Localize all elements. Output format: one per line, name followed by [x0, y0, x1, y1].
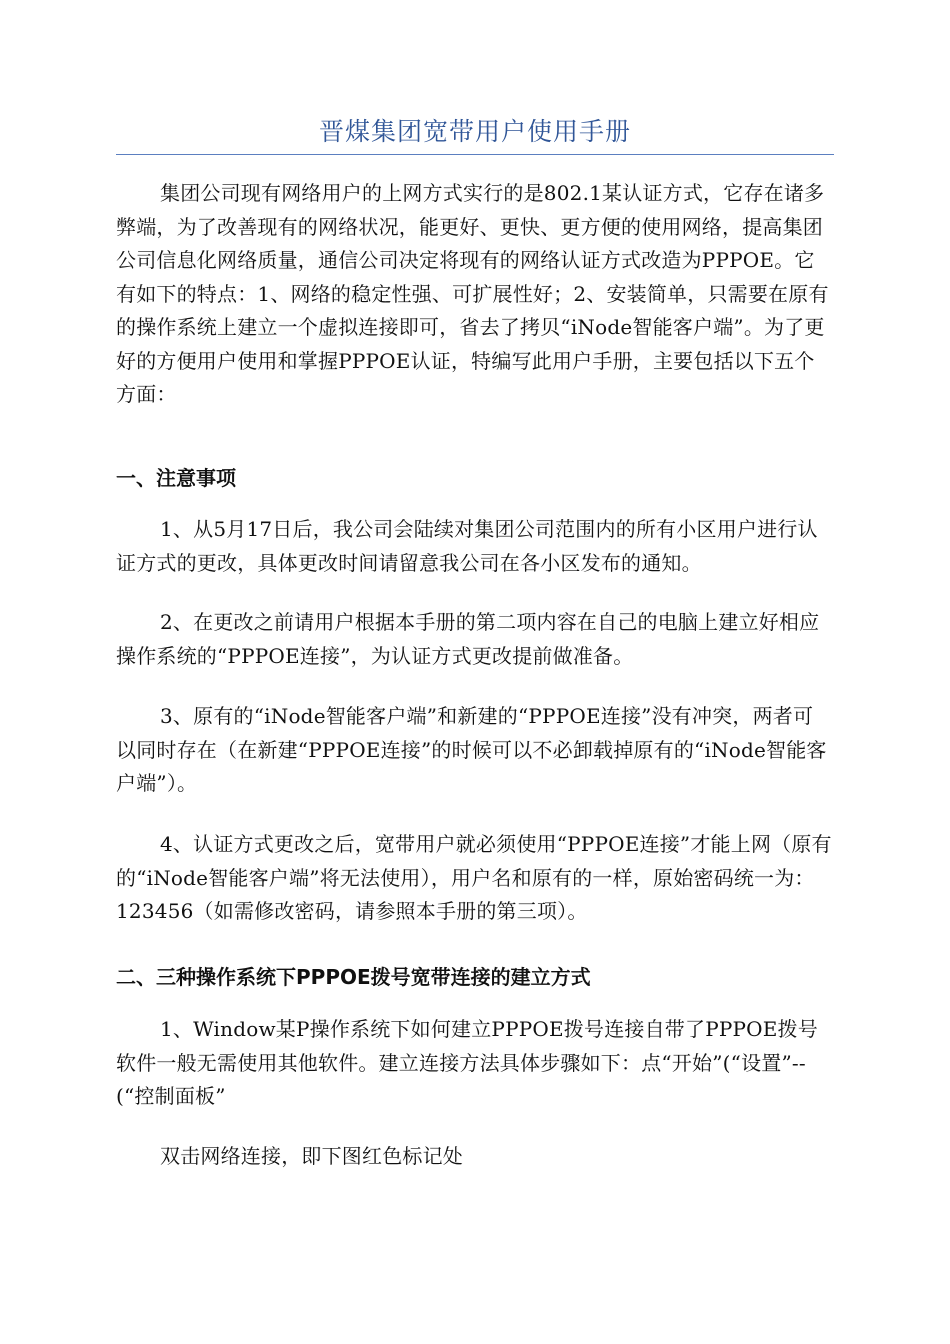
section-2-item-2: 双击网络连接，即下图红色标记处 [160, 1144, 463, 1168]
title-underline [116, 154, 834, 155]
section-1-item-3: 3、原有的“iNode智能客户端”和新建的“PPPOE连接”没有冲突，两者可以同时存在（在新建“PPPOE连接”的时候可以不必卸载掉原有的“iNode智能客户端”）。 [116, 704, 827, 795]
section-1-item-1: 1、从5月17日后，我公司会陆续对集团公司范围内的所有小区用户进行认证方式的更改，具体更改时间请留意我公司在各小区发布的通知。 [116, 517, 818, 575]
section-2-heading: 二、三种操作系统下PPPOE拨号宽带连接的建立方式 [116, 965, 591, 989]
section-2-item-1: 1、Window某P操作系统下如何建立PPPOE拨号连接自带了PPPOE拨号软件一般无需使用其他软件。建立连接方法具体步骤如下：点“开始”(“设置”--(“控制面板” [116, 1017, 818, 1108]
section-1-item-4: 4、认证方式更改之后，宽带用户就必须使用“PPPOE连接”才能上网（原有的“iNode智能客户端”将无法使用），用户名和原有的一样，原始密码统一为：123456（如需修改密码，请参照本手册的第三项）。 [116, 832, 832, 923]
document-title: 晋煤集团宽带用户使用手册 [318, 117, 631, 146]
section-1-heading: 一、注意事项 [116, 466, 236, 490]
section-1-item-2: 2、在更改之前请用户根据本手册的第二项内容在自己的电脑上建立好相应操作系统的“PPPOE连接”，为认证方式更改提前做准备。 [116, 610, 820, 668]
intro-paragraph: 集团公司现有网络用户的上网方式实行的是802.1某认证方式，它存在诸多弊端，为了改善现有的网络状况，能更好、更快、更方便的使用网络，提高集团公司信息化网络质量，通信公司决定将现有的网络认证方式改造为PPPOE。它有如下的特点：1、网络的稳定性强、可扩展性好；2、安装简单，只需要在原有的操作系统上建立一个虚拟连接即可，省去了拷贝“iNode智能客户端”。为了更好的方便用户使用和掌握PPPOE认证，特编写此用户手册，主要包括以下五个方面： [116, 181, 829, 406]
